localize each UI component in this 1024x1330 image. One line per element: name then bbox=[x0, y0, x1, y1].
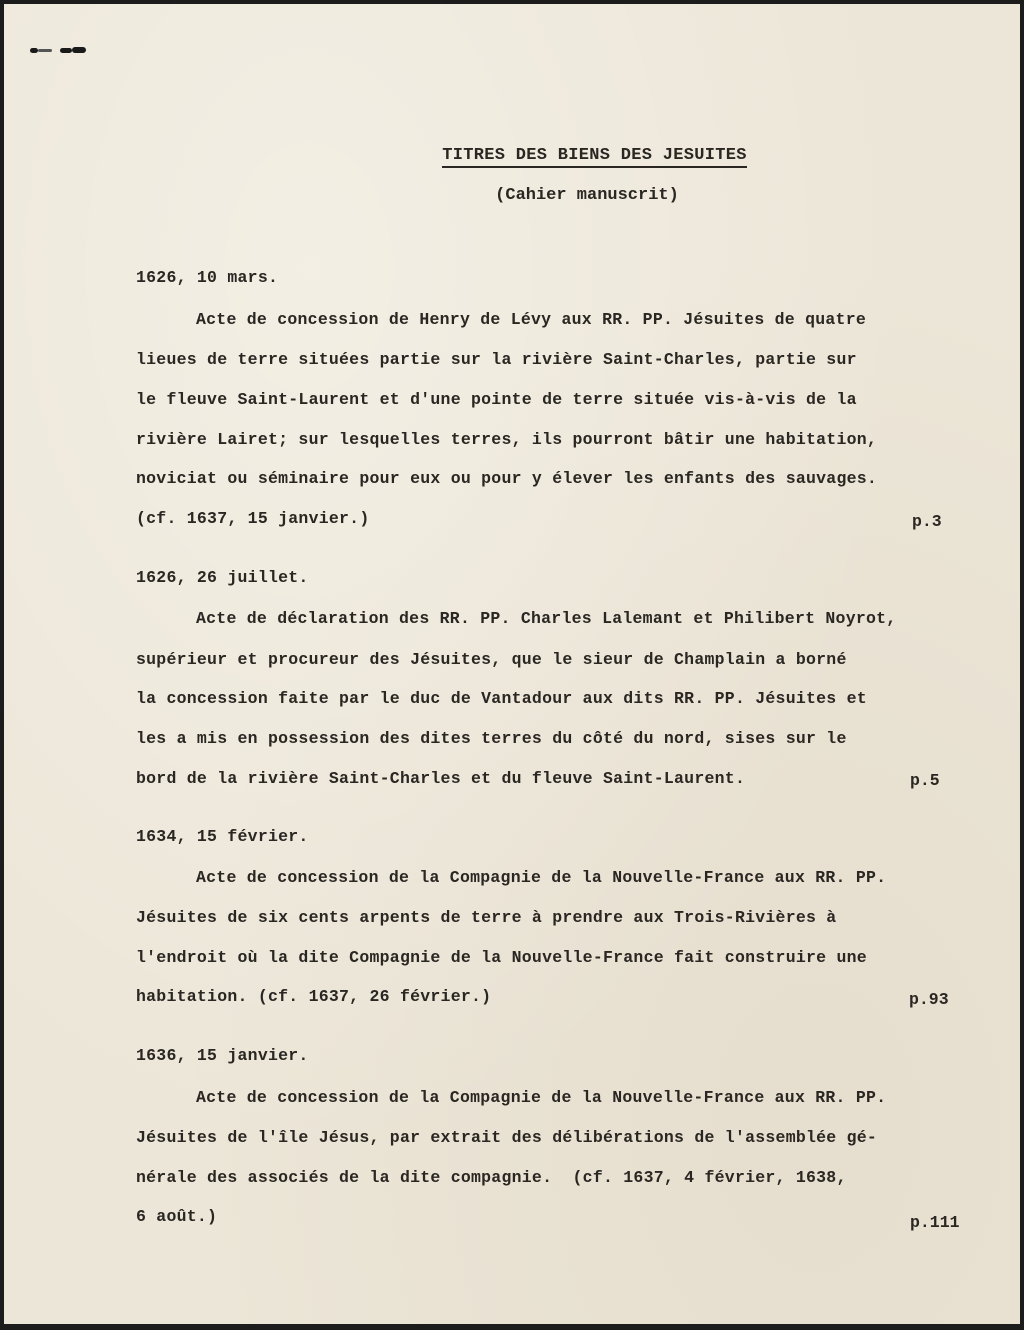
document-title: TITRES DES BIENS DES JESUITES bbox=[442, 146, 747, 168]
entry-date: 1636, 15 janvier. bbox=[136, 1046, 309, 1065]
document-page bbox=[4, 4, 1020, 1324]
entry-line: l'endroit où la dite Compagnie de la Nouvelle-France fait construire une bbox=[136, 948, 867, 967]
page-reference: p.5 bbox=[910, 771, 940, 790]
title-block bbox=[4, 146, 1020, 205]
entry-line: (cf. 1637, 15 janvier.) bbox=[136, 509, 370, 528]
entry-line: Jésuites de l'île Jésus, par extrait des délibérations de l'assemblée gé- bbox=[136, 1128, 878, 1147]
entry-line: le fleuve Saint-Laurent et d'une pointe de terre située vis-à-vis de la bbox=[136, 390, 857, 409]
page-reference: p.93 bbox=[909, 990, 949, 1009]
entry-line: Acte de concession de la Compagnie de la Nouvelle-France aux RR. PP. bbox=[196, 1088, 887, 1107]
entry-line: Acte de concession de la Compagnie de la Nouvelle-France aux RR. PP. bbox=[196, 868, 887, 887]
entry-line: Jésuites de six cents arpents de terre à prendre aux Trois-Rivières à bbox=[136, 908, 837, 927]
document-subtitle: (Cahier manuscrit) bbox=[495, 186, 679, 205]
page-reference: p.111 bbox=[910, 1213, 960, 1232]
entry-line: habitation. (cf. 1637, 26 février.) bbox=[136, 987, 492, 1006]
ink-mark bbox=[30, 48, 92, 54]
entry-line: lieues de terre situées partie sur la rivière Saint-Charles, partie sur bbox=[136, 350, 857, 369]
entry-line: bord de la rivière Saint-Charles et du fleuve Saint-Laurent. bbox=[136, 769, 746, 788]
entry-line: noviciat ou séminaire pour eux ou pour y élever les enfants des sauvages. bbox=[136, 469, 878, 488]
entry-line: rivière Lairet; sur lesquelles terres, ils pourront bâtir une habitation, bbox=[136, 430, 878, 449]
entry-date: 1634, 15 février. bbox=[136, 827, 309, 846]
entry-line: supérieur et procureur des Jésuites, que le sieur de Champlain a borné bbox=[136, 650, 847, 669]
entry-line: Acte de déclaration des RR. PP. Charles Lalemant et Philibert Noyrot, bbox=[196, 609, 897, 628]
entry-date: 1626, 10 mars. bbox=[136, 268, 279, 287]
entry-date: 1626, 26 juillet. bbox=[136, 568, 309, 587]
entry-line: 6 août.) bbox=[136, 1207, 218, 1226]
entry-line: la concession faite par le duc de Vantadour aux dits RR. PP. Jésuites et bbox=[136, 689, 867, 708]
entry-line: nérale des associés de la dite compagnie. (cf. 1637, 4 février, 1638, bbox=[136, 1168, 847, 1187]
entry-line: Acte de concession de Henry de Lévy aux RR. PP. Jésuites de quatre bbox=[196, 310, 867, 329]
entry-line: les a mis en possession des dites terres du côté du nord, sises sur le bbox=[136, 729, 847, 748]
page-reference: p.3 bbox=[912, 512, 942, 531]
